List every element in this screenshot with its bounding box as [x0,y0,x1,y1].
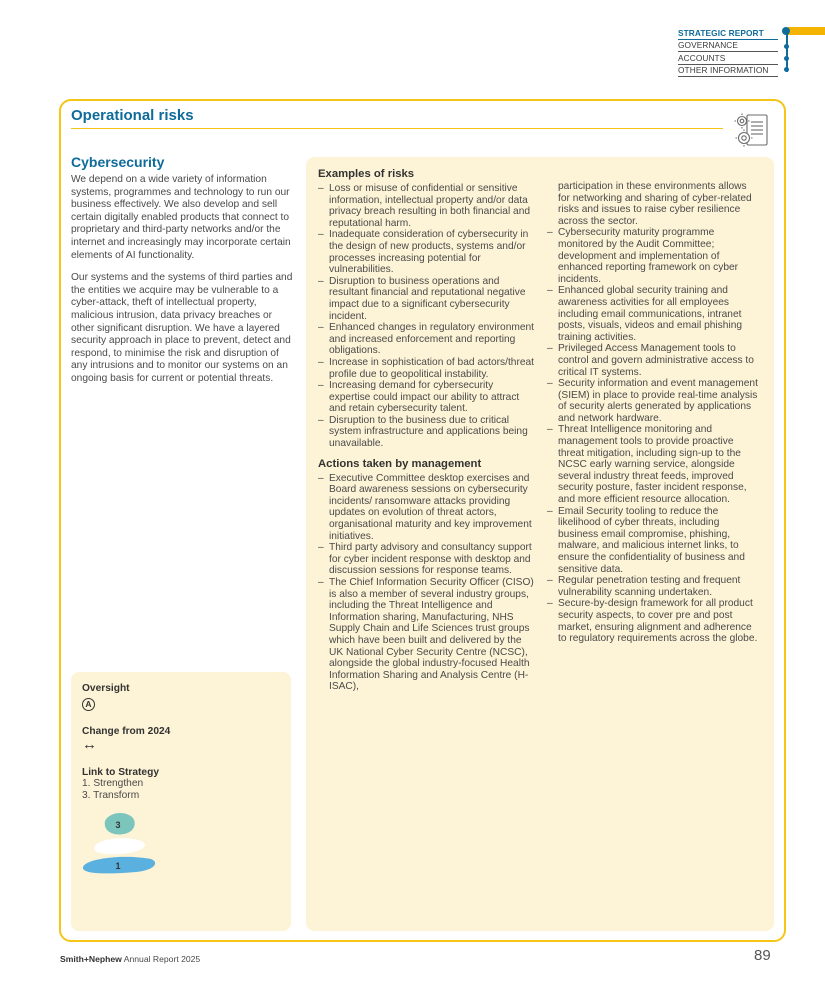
stone-label-1: 1 [115,861,121,871]
nav-other-information[interactable]: OTHER INFORMATION [678,65,778,78]
list-item: – Security information and event management (SIEM) in place to provide real-time analysis of security alerts generated by applications and network hardware. [547,378,761,424]
details-column-1 [318,168,536,693]
actions-heading: Actions taken by management [318,457,482,470]
nav-strategic-report[interactable]: STRATEGIC REPORT [678,27,778,40]
description-paragraph: We depend on a wide variety of information systems, programmes and technology to run our business effectively. We also develop and sell certain digitally enabled products that connect to proprietary and third-party networks and/or the internet and increasingly may incorporate certain elements of AI functionality. [71,174,291,261]
list-item: – Secure-by-design framework for all product security aspects, to cover pre and post market, ensuring alignment and adherence to regulatory requirements across the globe. [547,598,761,644]
oversight-label: Oversight [82,683,130,694]
list-item: – Loss or misuse of confidential or sensitive information, intellectual property and/or data privacy breach resulting in both financial and reputational harm. [318,183,536,229]
nav-dot [784,44,789,49]
list-item: – Cybersecurity maturity programme monitored by the Audit Committee; development and implementation of enhanced reporting framework on cyber incidents. [547,227,761,285]
list-item: – Increase in sophistication of bad actors/threat profile due to geopolitical instability. [318,357,536,380]
description-paragraph: Our systems and the systems of third parties and the entities we acquire may be vulnerable to a cyber-attack, theft of intellectual property, malicious intrusion, data privacy breaches or other significant disruption. We have a layered security approach in place to prevent, detect and respond, to minimise the risk and disruption of any intrusions and to monitor our systems on an ongoing basis for current or potential threats. [71,272,293,384]
oversight-badge: A [82,698,95,711]
no-change-arrow-icon: ↔ [82,736,97,753]
list-item: – Enhanced global security training and awareness activities for all employees including email communications, intranet posts, visuals, videos and email phishing training activities. [547,285,761,343]
list-item-continuation: participation in these environments allows for networking and sharing of cyber-related risks and issues to raise cyber resilience across the sector. [558,181,752,227]
footer-report-label [60,954,200,964]
settings-document-icon [733,111,773,149]
list-item: – Disruption to the business due to critical system infrastructure and applications being unavailable. [318,415,536,450]
strategy-label: Link to Strategy [82,767,159,778]
strategy-item: 3. Transform [82,790,140,801]
actions-list [318,473,536,693]
section-title: Operational risks [71,107,194,124]
list-item: – Executive Committee desktop exercises and Board awareness sessions on cybersecurity incidents/ ransomware attacks providing updates on evolution of threat actors, organisational maturity and key improvement initiatives. [318,473,536,543]
list-item: – Threat Intelligence monitoring and management tools to provide proactive threat mitigation, including sign-up to the NCSC early warning service, alongside several industry threat feeds, improved security posture, faster incident response, and more efficient resource allocation. [547,424,761,505]
risk-heading: Cybersecurity [71,154,165,170]
nav-active-dot [782,27,790,35]
nav-dot [784,56,789,61]
nav-track-line [786,30,788,72]
list-item: – Privileged Access Management tools to control and govern administrative access to critical IT systems. [547,343,761,378]
cybersecurity-description [71,154,293,396]
oversight-box [71,672,291,931]
risks-list [318,183,536,450]
change-label: Change from 2024 [82,726,171,737]
section-nav [678,27,778,77]
list-item: – The Chief Information Security Officer (CISO) is also a member of several industry groups, including the Threat Intelligence and Information sharing, Manufacturing, NHS Supply Chain and Life Sciences trust groups which have been built and delivered by the UK National Cyber Security Centre (NCSC), alongside the global industry-focused Health Information Sharing and Analysis Centre (H-ISAC), [318,577,536,693]
list-item: – Increasing demand for cybersecurity expertise could impact our ability to attract and retain cybersecurity talent. [318,380,536,415]
list-item: – Email Security tooling to reduce the likelihood of cyber threats, including business email compromise, phishing, malware, and malicious internet links, to ensure the confidentiality of business and sensitive data. [547,506,761,576]
list-item: – Disruption to business operations and resultant financial and reputational negative impact due to a significant cybersecurity incident. [318,276,536,322]
stone-label-3: 3 [115,820,121,830]
nav-governance[interactable]: GOVERNANCE [678,40,778,53]
title-divider [71,128,723,129]
strategy-stones-icon [81,811,161,879]
list-item: – Third party advisory and consultancy support for cyber incident response with desktop and discussion sessions for response teams. [318,542,536,577]
brand-name: Smith+Nephew [60,954,122,964]
strategy-item: 1. Strengthen [82,778,144,789]
nav-accounts[interactable]: ACCOUNTS [678,52,778,65]
details-column-2 [547,181,761,645]
risks-heading: Examples of risks [318,168,415,180]
nav-accent-bar [788,27,825,35]
list-item: – Enhanced changes in regulatory environment and increased enforcement and reporting obligations. [318,322,536,357]
list-item: – Inadequate consideration of cybersecurity in the design of new products, systems and/or processes increasing potential for vulnerabilities. [318,229,536,275]
actions-list-continued [547,181,761,645]
list-item: – Regular penetration testing and frequent vulnerability scanning undertaken. [547,575,761,598]
nav-dot [784,67,789,72]
page-number: 89 [754,947,771,964]
report-name: Annual Report 2025 [123,954,201,964]
